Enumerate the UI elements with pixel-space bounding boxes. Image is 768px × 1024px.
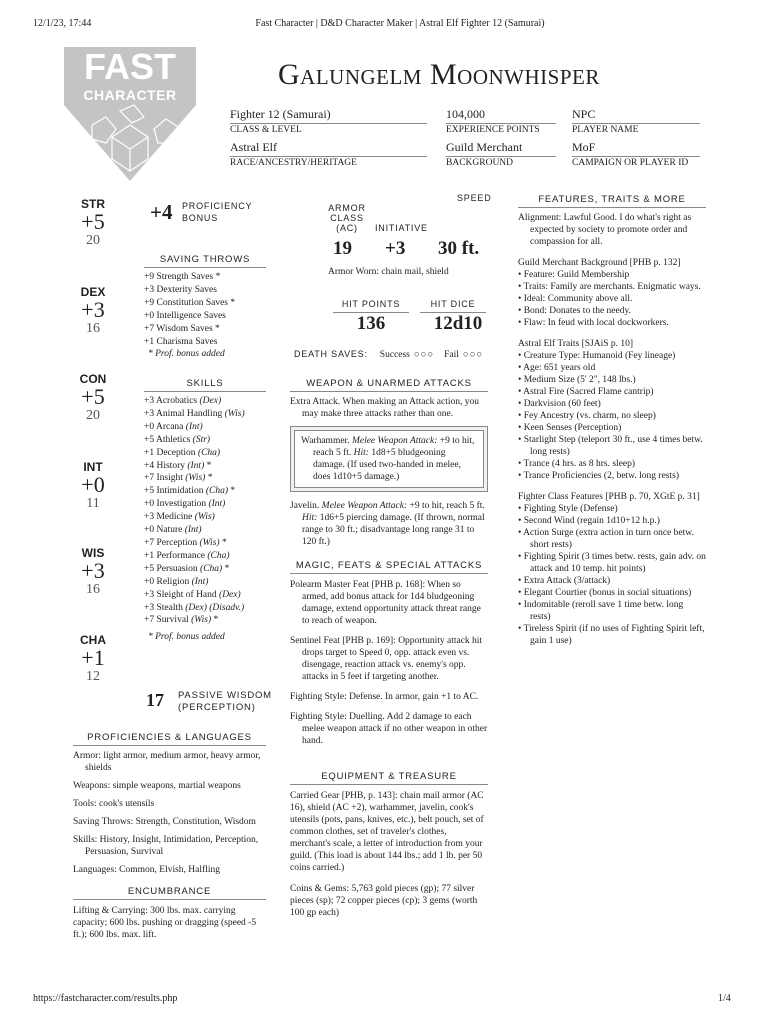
race-field (230, 140, 427, 168)
skill-attr: (Wis) (199, 537, 220, 548)
proficiencies-title: PROFICIENCIES & LANGUAGES (73, 732, 266, 746)
warhammer-attack (294, 430, 484, 488)
skill-mod: +3 (144, 602, 155, 613)
race-label: RACE/ANCESTRY/HERITAGE (230, 158, 357, 168)
attacks-section (290, 378, 488, 554)
save-item: +3 Dexterity Saves (144, 284, 217, 295)
class-feature-item: • Extra Attack (3/attack) (518, 576, 611, 586)
skill-attr: (Cha) (197, 447, 221, 458)
class-feature-item: • Tireless Spirit (if no uses of Fighting Spirit left, gain 1 use) (518, 624, 705, 646)
skill-mod: +0 (144, 499, 155, 510)
death-saves (294, 344, 483, 362)
skill-attr: (Int) (187, 460, 205, 471)
javelin-hit: Hit: (302, 513, 318, 523)
skill-row (144, 576, 266, 589)
print-datetime: 12/1/23, 17:44 (33, 18, 92, 29)
trait-item: • Trance (4 hrs. as 8 hrs. sleep) (518, 459, 636, 469)
encumbrance-text: Lifting & Carrying: 300 lbs. max. carrying capacity; 600 lbs. pushing or dragging (speed -5 ft.); 600 lbs. max. lift. (73, 906, 257, 940)
skill-attr: (Dex) (219, 589, 241, 600)
skill-row (144, 614, 266, 627)
class-feature-item: • Fighting Style (Defense) (518, 504, 618, 514)
hd-label: HIT DICE (430, 299, 476, 309)
skill-row (144, 485, 266, 498)
encumbrance-title: ENCUMBRANCE (73, 886, 266, 900)
alignment-text: Alignment: Lawful Good. I do what's right as expected by society to promote order and compassion for all. (518, 213, 692, 247)
skill-name: Acrobatics (155, 396, 198, 406)
hp-label: HIT POINTS (341, 299, 401, 309)
race-value: Astral Elf (230, 140, 427, 157)
campaign-field (572, 140, 700, 168)
skill-mod: +5 (144, 486, 155, 497)
skills-note: * Prof. bonus added (148, 632, 225, 643)
logo-character: CHARACTER (83, 87, 177, 103)
skill-name: Performance (156, 550, 206, 561)
ability-con (73, 372, 113, 424)
save-item: +0 Intelligence Saves (144, 310, 226, 321)
skill-attr: (Wis) (191, 615, 212, 626)
skill-attr: (Int) (191, 576, 209, 587)
ability-mod: +5 (81, 384, 105, 409)
fail-circles[interactable]: ○○○ (462, 350, 484, 360)
skill-name: Investigation (156, 499, 207, 510)
skill-row (144, 434, 266, 447)
skill-name: Religion (156, 576, 190, 587)
trait-item: • Darkvision (60 feet) (518, 399, 601, 409)
skill-name: Deception (156, 447, 196, 458)
warhammer-name: Warhammer. (301, 436, 350, 446)
skill-name: Survival (156, 615, 189, 626)
ability-score: 11 (86, 496, 100, 511)
magic-item: Polearm Master Feat [PHB p. 168]: When so armed, add bonus attack for 1d4 bludgeoning damage, extend opportunity attack threat range to reach of weapon. (290, 580, 481, 626)
magic-section (290, 560, 488, 755)
skill-row (144, 472, 266, 485)
xp-label: EXPERIENCE POINTS (446, 125, 540, 135)
save-item: +1 Charisma Saves (144, 336, 218, 347)
print-url: https://fastcharacter.com/results.php (33, 993, 178, 1004)
skill-name: Insight (156, 473, 183, 484)
skill-attr: (Cha) (205, 486, 228, 497)
skill-mod: +4 (144, 460, 155, 471)
skill-row (144, 589, 266, 602)
class-level-field (230, 107, 427, 135)
campaign-label: CAMPAIGN OR PLAYER ID (572, 158, 689, 168)
background-value: Guild Merchant (446, 140, 556, 157)
skill-row (144, 511, 266, 524)
skill-mod: +1 (144, 550, 155, 561)
skill-prof-mark: * (221, 537, 227, 548)
class-level-value: Fighter 12 (Samurai) (230, 107, 427, 124)
class-feature-item: • Indomitable (reroll save 1 time betw. long rests) (518, 600, 684, 622)
skill-row (144, 563, 266, 576)
ability-score: 20 (86, 408, 100, 423)
player-field (572, 107, 700, 135)
background-item: • Feature: Guild Membership (518, 270, 630, 280)
ability-name: DEX (80, 285, 106, 299)
print-page-number: 1/4 (718, 993, 731, 1004)
ability-int (73, 460, 113, 512)
ac-label-2: CLASS (330, 213, 364, 223)
skill-mod: +3 (144, 589, 155, 600)
warhammer-box (290, 426, 488, 492)
skill-attr: (Cha) (207, 550, 230, 561)
ability-score: 12 (86, 669, 100, 684)
skill-row (144, 524, 266, 537)
skill-mod: +3 (144, 408, 155, 419)
extra-attack-text: Extra Attack. When making an Attack action, you may make three attacks rather than one. (290, 397, 479, 419)
class-feature-item: • Action Surge (extra action in turn once betw. short rests) (518, 528, 694, 550)
ability-mod: +5 (81, 209, 105, 234)
ac-label-1: ARMOR (328, 203, 366, 213)
skill-attr: (Dex) (199, 396, 222, 406)
skill-name: Perception (156, 537, 198, 548)
ability-mod: +1 (81, 645, 105, 670)
skill-attr: (Int) (184, 525, 202, 536)
proficiency-item: Tools: cook's utensils (73, 799, 155, 809)
skill-row (144, 421, 266, 434)
proficiency-bonus-value: +4 (150, 200, 173, 224)
passive-perception-value: 17 (146, 690, 164, 710)
skill-attr: (Dex) (Disadv.) (185, 602, 245, 613)
hd-value: 12d10 (433, 313, 483, 334)
ability-cha (73, 633, 113, 685)
class-feature-item: • Fighting Spirit (3 times betw. rests, gain adv. on attack and 10 temp. hit points) (518, 552, 706, 574)
skill-name: Medicine (156, 512, 193, 523)
trait-item: • Trance Proficiencies (2, betw. long rests) (518, 471, 680, 481)
skill-prof-mark: * (230, 486, 236, 497)
skill-attr: (Wis) (224, 408, 245, 419)
skill-mod: +0 (144, 525, 155, 536)
speed-label: SPEED (457, 193, 492, 203)
passive-perception-label (178, 690, 272, 714)
equipment-item: Carried Gear [PHB, p. 143]: chain mail armor (AC 16), shield (AC +2), warhammer, javelin, cook's utensils (pots, pans, knives, etc.), belt pouch, set of common clothes, set of traveler's clothes, merchant's scale, a letter of introduction from your guild. (This load is about 144 lbs.; add 1 lb. per 50 coins carried.) (290, 791, 484, 873)
player-value: NPC (572, 107, 700, 124)
skill-name: Arcana (155, 421, 184, 432)
ability-mod: +0 (81, 472, 105, 497)
player-label: PLAYER NAME (572, 125, 639, 135)
magic-item: Fighting Style: Defense. In armor, gain +1 to AC. (290, 692, 479, 702)
magic-title: MAGIC, FEATS & SPECIAL ATTACKS (290, 560, 488, 574)
skill-row (144, 498, 266, 511)
death-saves-label: DEATH SAVES: (294, 349, 368, 359)
print-doc-title: Fast Character | D&D Character Maker | Astral Elf Fighter 12 (Samurai) (255, 18, 545, 29)
skill-row (144, 602, 266, 615)
trait-item: • Age: 651 years old (518, 363, 596, 373)
class-feature-item: • Elegant Courtier (bonus in social situations) (518, 588, 692, 598)
save-item: +7 Wisdom Saves * (144, 323, 220, 334)
proficiencies-section (73, 732, 266, 882)
skill-name: Nature (156, 525, 183, 536)
equipment-item: Coins & Gems: 5,763 gold pieces (gp); 77 silver pieces (sp); 72 copper pieces (cp); 3 gems (worth 100 gp each) (290, 884, 478, 918)
initiative-value: +3 (385, 238, 406, 259)
ability-wis (73, 546, 113, 598)
features-section (518, 194, 706, 647)
ability-name: INT (83, 460, 103, 474)
initiative-label: INITIATIVE (375, 223, 428, 233)
javelin-text1: +9 to hit, reach 5 ft. (409, 501, 485, 511)
speed-value: 30 ft. (438, 238, 480, 259)
class-level-label: CLASS & LEVEL (230, 125, 302, 135)
skill-row (144, 537, 266, 550)
hp-value: 136 (356, 313, 386, 334)
skill-mod: +5 (144, 434, 155, 445)
skill-mod: +7 (144, 473, 155, 484)
skill-row (144, 395, 266, 408)
logo-fast: FAST (83, 46, 176, 87)
skill-mod: +0 (144, 576, 155, 587)
passive-label-1: PASSIVE WISDOM (178, 690, 272, 701)
ac-label-3: (AC) (336, 223, 358, 233)
encumbrance-section (73, 886, 266, 947)
skill-row (144, 408, 266, 421)
skill-name: Athletics (155, 434, 191, 445)
xp-value: 104,000 (446, 107, 556, 124)
skills-title: SKILLS (144, 378, 266, 392)
background-item: • Bond: Donates to the needy. (518, 306, 631, 316)
saving-throws-title: SAVING THROWS (144, 254, 266, 268)
background-item: • Ideal: Community above all. (518, 294, 633, 304)
class-features-heading: Fighter Class Features [PHB p. 70, XGtE p. 31] (518, 492, 700, 502)
skill-attr: (Wis) (194, 512, 215, 523)
proficiency-label-2: BONUS (182, 213, 219, 223)
skill-row (144, 550, 266, 563)
skill-attr: (Int) (208, 499, 226, 510)
background-field (446, 140, 556, 168)
ability-name: WIS (81, 546, 105, 560)
skill-mod: +5 (144, 563, 155, 574)
trait-item: • Medium Size (5' 2", 148 lbs.) (518, 375, 636, 385)
skill-name: Persuasion (156, 563, 198, 574)
background-item: • Traits: Family are merchants. Enigmatic ways. (518, 282, 701, 292)
trait-item: • Astral Fire (Sacred Flame cantrip) (518, 387, 654, 397)
campaign-value: MoF (572, 140, 700, 157)
skill-name: Intimidation (156, 486, 204, 497)
skills-section (144, 378, 266, 642)
ability-score: 16 (86, 321, 100, 336)
saving-throws-section (144, 254, 266, 361)
skill-name: Sleight of Hand (156, 589, 217, 600)
skill-attr: (Int) (185, 421, 203, 432)
warhammer-hit: Hit: (353, 448, 369, 458)
trait-item: • Fey Ancestry (vs. charm, no sleep) (518, 411, 656, 421)
skill-row (144, 460, 266, 473)
ac-label (327, 203, 367, 233)
background-label: BACKGROUND (446, 158, 514, 168)
background-item: • Flaw: In feud with local dockworkers. (518, 318, 669, 328)
magic-item: Sentinel Feat [PHB p. 169]: Opportunity attack hit drops target to Speed 0, opp. attack even vs. disengage, reaction attack vs. enemy's opp. attacks in 5 feet if targeting another. (290, 636, 483, 682)
save-item: +9 Constitution Saves * (144, 297, 236, 308)
armor-worn: Armor Worn: chain mail, shield (328, 267, 449, 277)
skill-prof-mark: * (206, 460, 212, 471)
skill-prof-mark: * (213, 615, 219, 626)
skill-prof-mark: * (207, 473, 213, 484)
success-label: Success (379, 350, 410, 360)
ability-score: 16 (86, 582, 100, 597)
ability-name: STR (81, 197, 105, 211)
features-title: FEATURES, TRAITS & MORE (518, 194, 706, 208)
proficiency-item: Languages: Common, Elvish, Halfling (73, 865, 220, 875)
skill-attr: (Cha) (200, 563, 223, 574)
skill-mod: +7 (144, 615, 155, 626)
skill-attr: (Str) (192, 434, 211, 445)
proficiency-item: Skills: History, Insight, Intimidation, Perception, Persuasion, Survival (73, 835, 259, 857)
ability-dex (73, 285, 113, 337)
skill-mod: +3 (144, 512, 155, 523)
skill-mod: +7 (144, 537, 155, 548)
ability-score: 20 (86, 233, 100, 248)
passive-label-2: (PERCEPTION) (178, 702, 256, 713)
skill-row (144, 447, 266, 460)
skill-name: History (156, 460, 185, 471)
javelin-name: Javelin. (290, 501, 320, 511)
equipment-section (290, 771, 488, 925)
skill-mod: +0 (144, 421, 155, 432)
warhammer-text2: 1d8+5 bludgeoning damage. (If used two-handed in melee, does 1d10+5 damage.) (313, 448, 461, 482)
warhammer-type: Melee Weapon Attack: (351, 436, 438, 446)
skill-name: Stealth (156, 602, 183, 613)
equipment-title: EQUIPMENT & TREASURE (290, 771, 488, 785)
proficiency-label-1: PROFICIENCY (182, 201, 253, 211)
trait-item: • Starlight Step (teleport 30 ft., use 4 times betw. long rests) (518, 435, 703, 457)
javelin-type: Melee Weapon Attack: (321, 501, 408, 511)
fail-label: Fail (444, 350, 459, 360)
hd-label-box (420, 294, 486, 313)
ability-name: CHA (80, 633, 106, 647)
character-name: Galungelm Moonwhisper (278, 58, 600, 91)
ability-mod: +3 (81, 297, 105, 322)
ability-mod: +3 (81, 558, 105, 583)
skill-prof-mark: * (224, 563, 230, 574)
javelin-text2: 1d6+5 piercing damage. (If thrown, normal range to 30 ft.; disadvantage long range 31 to 120 ft.) (302, 513, 485, 547)
fast-character-logo (62, 45, 198, 185)
proficiency-bonus-label (182, 200, 252, 224)
traits-heading: Astral Elf Traits [SJAiS p. 10] (518, 339, 634, 349)
magic-item: Fighting Style: Duelling. Add 2 damage to each melee weapon attack if no other weapon in other hand. (290, 712, 488, 746)
skill-mod: +3 (144, 396, 155, 406)
ac-value: 19 (333, 238, 352, 259)
save-item: +9 Strength Saves * (144, 272, 221, 282)
proficiency-item: Saving Throws: Strength, Constitution, Wisdom (73, 817, 256, 827)
xp-field (446, 107, 556, 135)
ability-name: CON (79, 372, 107, 386)
proficiency-item: Armor: light armor, medium armor, heavy armor, shields (73, 751, 261, 773)
skill-name: Animal Handling (155, 408, 223, 419)
skill-attr: (Wis) (185, 473, 206, 484)
skill-mod: +1 (144, 447, 155, 458)
proficiency-item: Weapons: simple weapons, martial weapons (73, 781, 241, 791)
save-note: * Prof. bonus added (148, 349, 225, 360)
background-heading: Guild Merchant Background [PHB p. 132] (518, 258, 681, 268)
success-circles[interactable]: ○○○ (413, 350, 435, 360)
trait-item: • Keen Senses (Perception) (518, 423, 622, 433)
attacks-title: WEAPON & UNARMED ATTACKS (290, 378, 488, 392)
javelin-attack (290, 500, 488, 548)
hp-label-box (333, 294, 409, 313)
ability-str (73, 197, 113, 249)
trait-item: • Creature Type: Humanoid (Fey lineage) (518, 351, 676, 361)
warhammer-text1: +9 to hit, reach 5 ft. (313, 436, 475, 458)
class-feature-item: • Second Wind (regain 1d10+12 h.p.) (518, 516, 660, 526)
